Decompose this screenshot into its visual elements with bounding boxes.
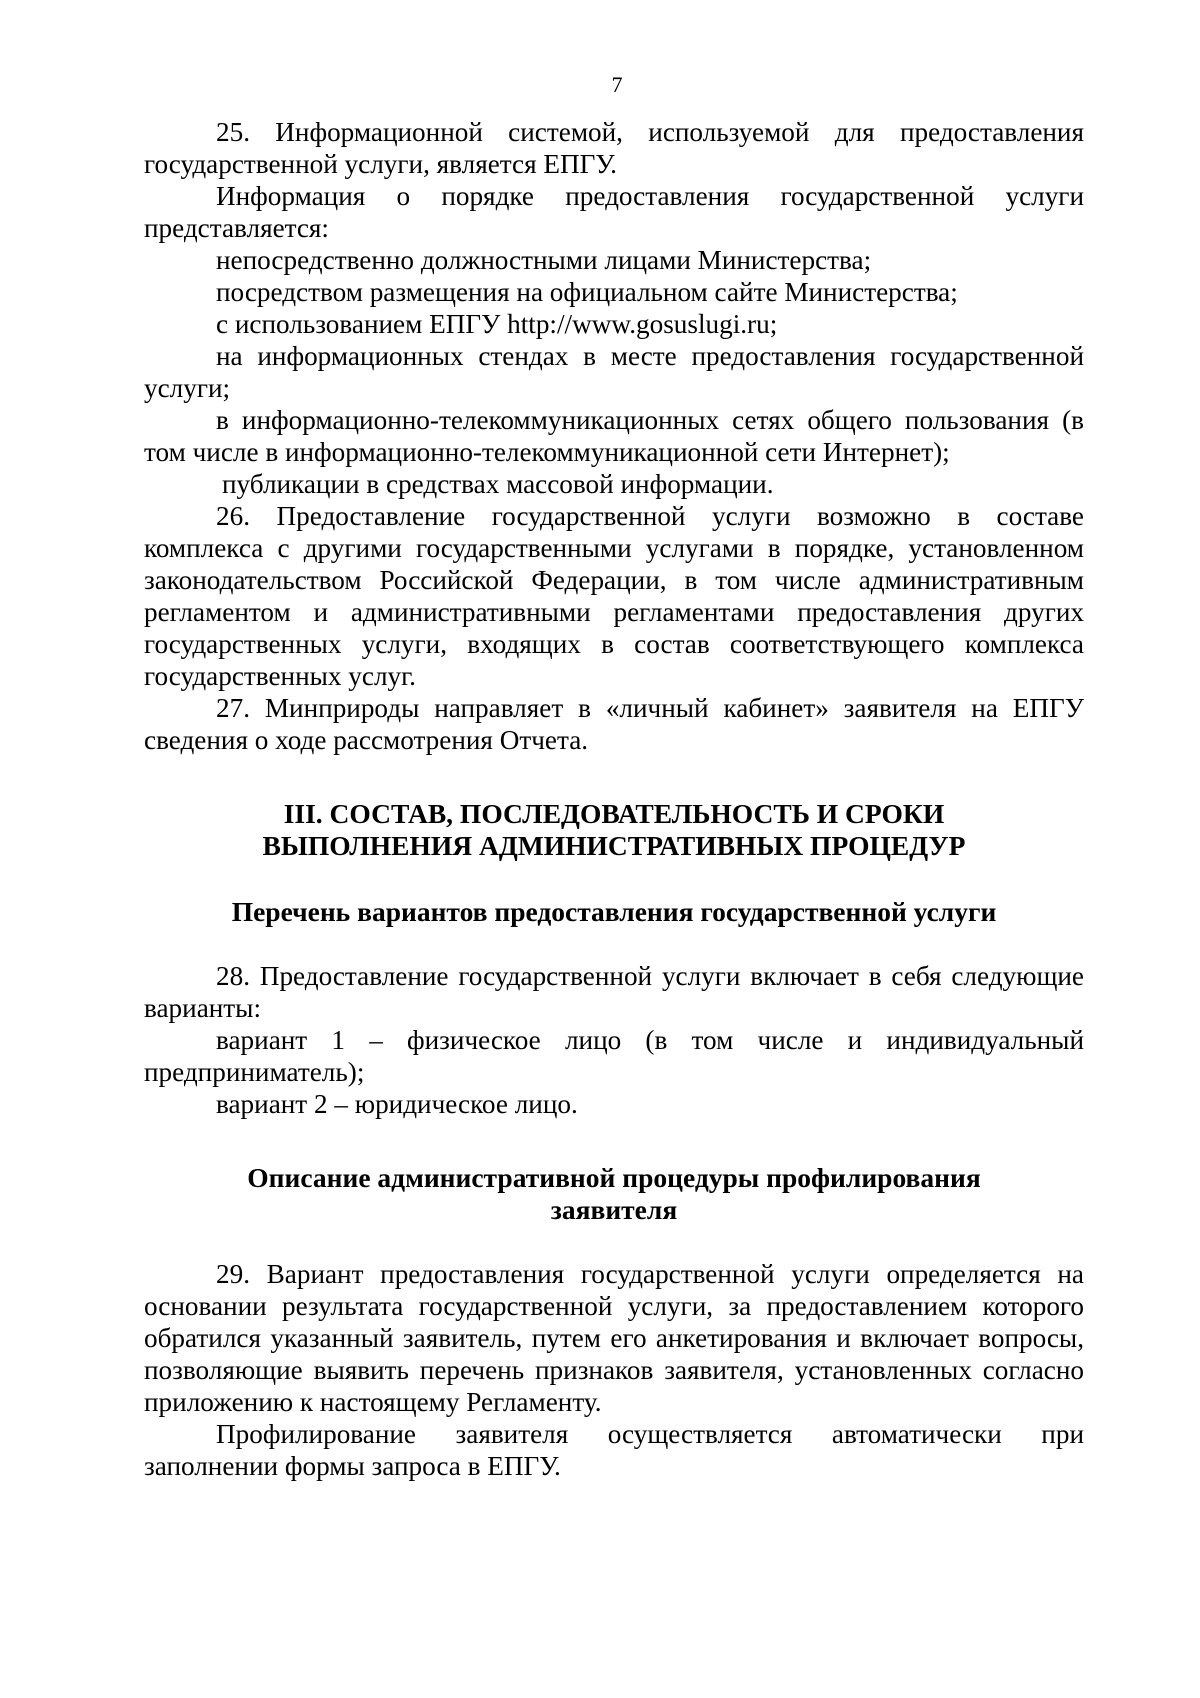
document-body bbox=[144, 116, 1084, 1482]
paragraph-25-info: Информация о порядке предоставления государственной услуги представляется: bbox=[144, 181, 1084, 243]
subheading-variants: Перечень вариантов предоставления государственной услуги bbox=[231, 896, 997, 927]
list-item: с использованием ЕПГУ http://www.gosuslugi.ru; bbox=[216, 309, 778, 339]
paragraph-28: 28. Предоставление государственной услуги включает в себя следующие варианты: bbox=[144, 961, 1084, 1023]
variant-1: вариант 1 – физическое лицо (в том числе и индивидуальный предприниматель); bbox=[144, 1025, 1084, 1087]
list-item: посредством размещения на официальном сайте Министерства; bbox=[216, 277, 958, 307]
subheading-profiling-line-2: заявителя bbox=[550, 1194, 678, 1225]
subheading-profiling bbox=[144, 1162, 1084, 1226]
list-item: непосредственно должностными лицами Министерства; bbox=[216, 245, 872, 275]
subheading-profiling-line-1: Описание административной процедуры профилирования bbox=[247, 1162, 981, 1193]
page-number: 7 bbox=[611, 72, 623, 97]
list-item: на информационных стендах в месте предоставления государственной услуги; bbox=[144, 341, 1084, 403]
list-item: публикации в средствах массовой информации. bbox=[222, 469, 774, 499]
chapter-title-line-1: III. СОСТАВ, ПОСЛЕДОВАТЕЛЬНОСТЬ И СРОКИ bbox=[283, 798, 945, 829]
paragraph-25: 25. Информационной системой, используемой для предоставления государственной услуги, является ЕПГУ. bbox=[144, 117, 1084, 179]
chapter-title bbox=[144, 798, 1084, 862]
list-item: в информационно-телекоммуникационных сетях общего пользования (в том числе в информационно-телекоммуникационной сети Интернет); bbox=[144, 405, 1084, 467]
paragraph-27: 27. Минприроды направляет в «личный кабинет» заявителя на ЕПГУ сведения о ходе рассмотрения Отчета. bbox=[144, 693, 1084, 755]
paragraph-29: 29. Вариант предоставления государственной услуги определяется на основании результата государственной услуги, за предоставлением которого обратился указанный заявитель, путем его анкетирования и включает вопросы, позволяющие выявить перечень признаков заявителя, установленных согласно приложению к настоящему Регламенту. bbox=[144, 1259, 1084, 1417]
paragraph-29-profiling: Профилирование заявителя осуществляется автоматически при заполнении формы запроса в ЕПГУ. bbox=[144, 1419, 1084, 1481]
variant-2: вариант 2 – юридическое лицо. bbox=[216, 1089, 578, 1119]
paragraph-26: 26. Предоставление государственной услуги возможно в составе комплекса с другими государственными услугами в порядке, установленном законодательством Российской Федерации, в том числе административным регламентом и административными регламентами предоставления других государственных услуги, входящих в состав соответствующего комплекса государственных услуг. bbox=[144, 501, 1084, 691]
chapter-title-line-2: ВЫПОЛНЕНИЯ АДМИНИСТРАТИВНЫХ ПРОЦЕДУР bbox=[262, 830, 966, 861]
